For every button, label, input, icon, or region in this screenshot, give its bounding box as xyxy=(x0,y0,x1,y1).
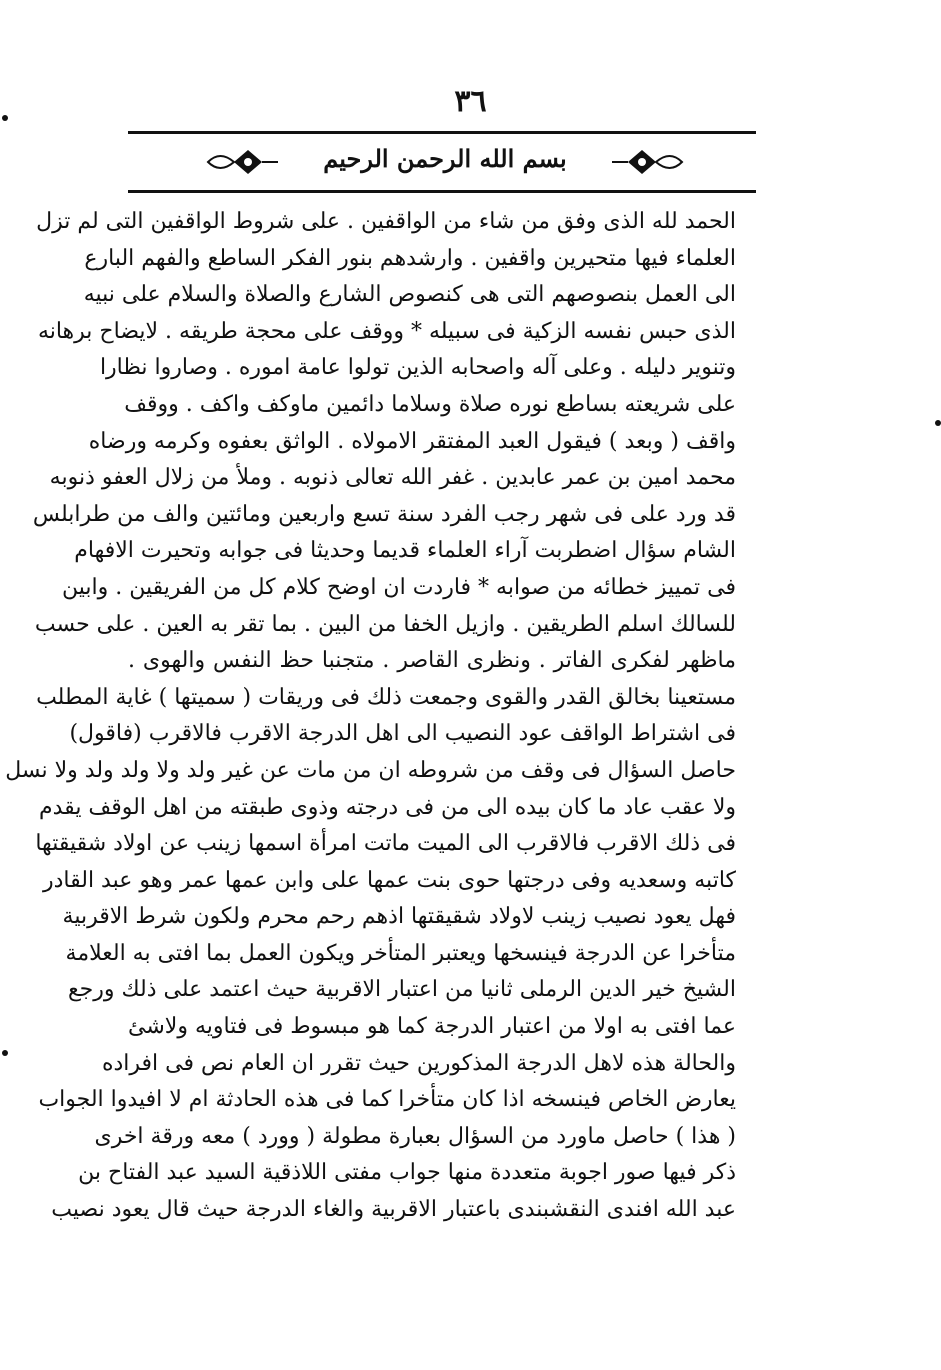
text-line: فهل يعود نصيب زينب لاولاد شقيقتها اذهم رحم محرم ولكون شرط الاقربية xyxy=(62,904,736,930)
text-line: الشام سؤال اضطربت آراء العلماء قديما وحديثا فى جوابه وتحيرت الافهام xyxy=(74,538,736,564)
text-line: مستعينا بخالق القدر والقوى وجمعت ذلك فى وريقات ( سميتها ) غاية المطلب xyxy=(36,684,736,710)
right-ornament-icon xyxy=(610,140,690,184)
left-ornament-icon xyxy=(200,140,280,184)
text-line: يعارض الخاص فينسخه اذا كان متأخرا كما فى هذه الحادثة ام لا افيدوا الجواب xyxy=(38,1087,736,1113)
text-line: واقف ( وبعد ) فيقول العبد المفتقر الامولاه . الواثق بعفوه وكرمه ورضاه xyxy=(88,428,736,454)
text-line: الشيخ خير الدين الرملى ثانيا من اعتبار الاقربية حيث اعتمد على ذلك ورجع xyxy=(67,977,736,1003)
text-line: فى تمييز خطائه من صوابه * فاردت ان اوضح كلام كل من الفريقين . وابين xyxy=(62,574,736,600)
scan-mark xyxy=(2,1050,8,1056)
text-line: الحمد لله الذى وفق من شاء من الواقفين . على شروط الواقفين التى لم تزل xyxy=(36,209,736,234)
text-line: الى العمل بنصوصهم التى هى كنصوص الشارع والصلاة والسلام على نبيه xyxy=(83,282,736,308)
header-top-rule xyxy=(128,131,756,134)
page-number: ٣٦ xyxy=(454,84,487,119)
text-line: للسالك اسلم الطريقين . وازيل الخفا من البين . بما تقر به العين . على حسب xyxy=(34,611,736,637)
text-line: عبد الله افندى النقشبندى باعتبار الاقربية والغاء الدرجة حيث قال يعود نصيب xyxy=(51,1197,736,1223)
basmala-header xyxy=(200,140,690,184)
text-line: ذكر فيها صور اجوبة متعددة منها جواب مفتى اللاذقية السيد عبد الفتاح بن xyxy=(78,1160,736,1186)
scan-mark xyxy=(2,115,8,121)
text-line: كاتبه وسعديه وفى درجتها حوى بنت عمها على وابن عمها عمر وهو عبد القادر xyxy=(43,867,736,893)
basmala-text: بسم الله الرحمن الرحيم xyxy=(323,144,567,173)
text-line: عما افتى به اولا من اعتبار الدرجة كما هو مبسوط فى فتاويه ولاشئ xyxy=(128,1014,736,1040)
text-line: محمد امين بن عمر عابدين . غفر الله تعالى ذنوبه . وملأ من زلال العفو ذنوبه xyxy=(49,465,736,491)
text-line: فى ذلك الاقرب فالاقرب الى الميت ماتت امرأة اسمها زينب عن اولاد شقيقتها xyxy=(35,831,736,857)
scan-mark xyxy=(935,420,941,426)
text-line: حاصل السؤال فى وقف من شروطه ان من مات عن غير ولد ولا ولد ولد ولا نسل xyxy=(5,757,736,783)
text-line: قد ورد على فى شهر رجب الفرد سنة تسع واربعين ومائتين والف من طرابلس xyxy=(32,501,736,527)
text-line: وتنوير دليله . وعلى آله واصحابه الذين تولوا عامة اموره . وصاروا نظارا xyxy=(99,355,736,381)
text-line: متأخرا عن الدرجة فينسخها ويعتبر المتأخر ويكون العمل بما افتى به العلامة xyxy=(65,940,736,966)
text-line: ( هذا ) حاصل ماورد من السؤال بعبارة مطولة ( وورد ) معه ورقة اخرى xyxy=(94,1123,736,1149)
text-line: العلماء فيها متحيرين واقفين . وارشدهم بنور الفكر الساطع والفهم البارع xyxy=(84,245,736,271)
text-line: ولا عقب عاد ما كان بيده الى من فى درجته وذوى طبقته من اهل الوقف يقدم xyxy=(39,794,736,820)
text-line: الذى حبس نفسه الزكية فى سبيله * ووقف على محجة طريقه . لايضاح برهانه xyxy=(37,318,736,344)
text-line: والحالة هذه لاهل الدرجة المذكورين حيث تقرر ان العام نص فى افراده xyxy=(101,1050,736,1076)
text-line: ماظهر لفكرى الفاتر . ونظرى القاصر . متجنبا حظ النفس والهوى . xyxy=(128,648,736,674)
header-bottom-rule xyxy=(128,190,756,193)
text-line: على شريعته بساطع نوره صلاة وسلاما دائمين ماوكف واكف . ووقف xyxy=(124,391,736,417)
text-line: فى اشتراط الواقف عود النصيب الى اهل الدرجة الاقرب فالاقرب (فاقول) xyxy=(69,721,736,747)
main-text xyxy=(5,204,736,1229)
